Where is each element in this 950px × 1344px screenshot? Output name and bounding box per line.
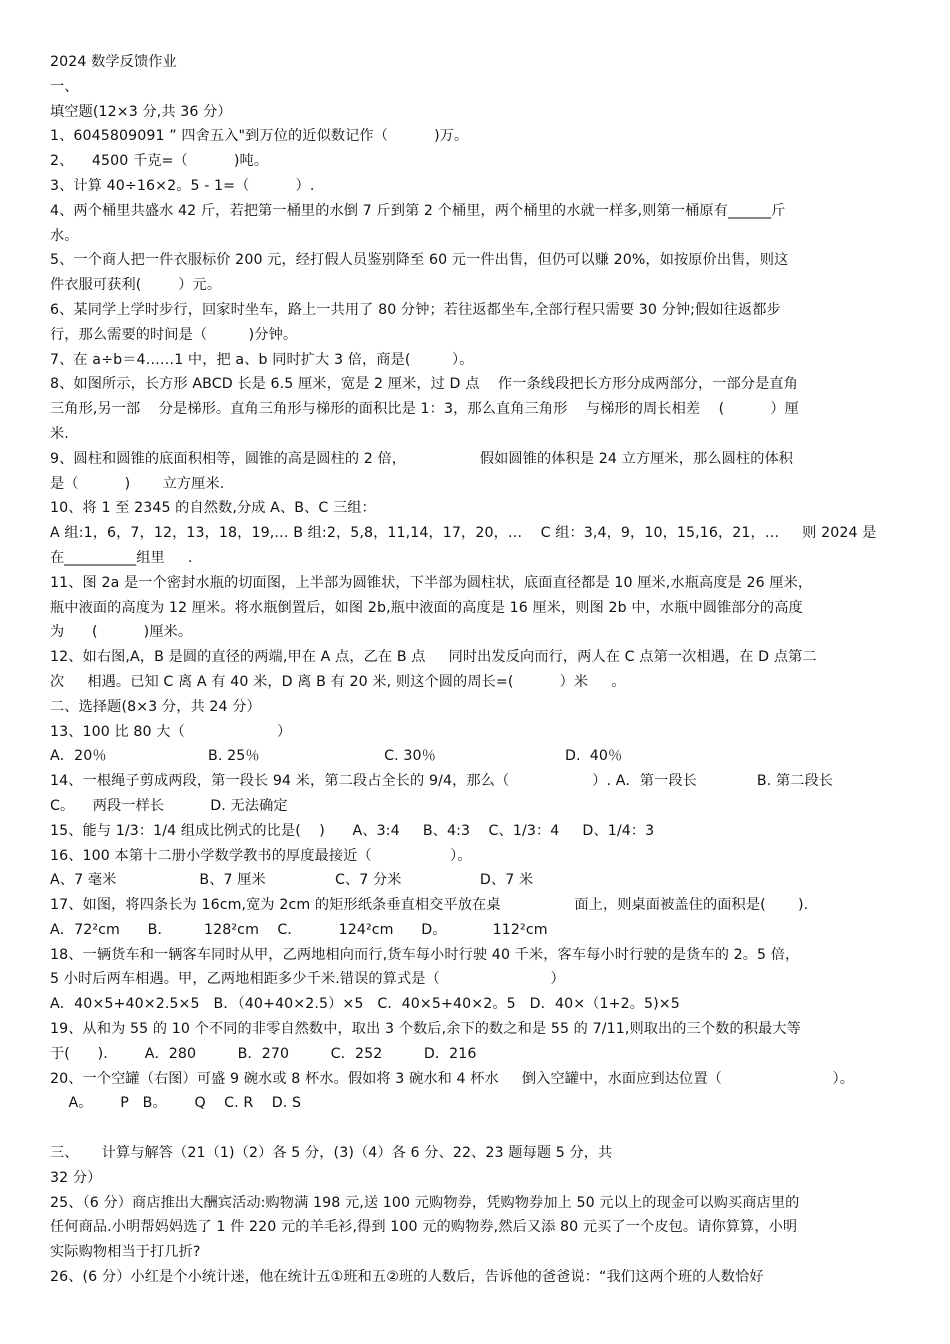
- question-4-line-2: 水。: [50, 227, 79, 244]
- question-3: 3、计算 40÷16×2。5 - 1=（ ）.: [50, 177, 315, 194]
- question-6-line-2: 行，那么需要的时间是（ )分钟。: [50, 326, 298, 343]
- section-1-number: 一、: [50, 78, 79, 95]
- question-5-line-2: 件衣服可获利( ）元。: [50, 277, 222, 294]
- question-1: 1、6045809091 ” 四舍五入"到万位的近似数记作（ )万。: [50, 128, 469, 145]
- section-3-heading-line-1: 三、 计算与解答（21（1)（2）各 5 分，(3)（4）各 6 分、22、23 题每题 5 分，共: [50, 1145, 613, 1162]
- question-11-line-3: 为 ( )厘米。: [50, 624, 193, 641]
- question-5-line-1: 5、一个商人把一件衣服标价 200 元，经打假人员鉴别降至 60 元一件出售，但仍可以赚 20%，如按原价出售，则这: [50, 252, 789, 269]
- question-19-line-1: 19、从和为 55 的 10 个不同的非零自然数中，取出 3 个数后,余下的数之和是 55 的 7/11,则取出的三个数的积最大等: [50, 1021, 801, 1038]
- question-15: 15、能与 1/3：1/4 组成比例式的比是( ) A、3:4 B、4:3 C、1/3：4 D、1/4：3: [50, 822, 655, 839]
- question-12-line-2: 次 相遇。已知 C 离 A 有 40 米，D 离 B 有 20 米, 则这个圆的周长=( ）米 。: [50, 673, 626, 690]
- question-19-line-2: 于( ). A．280 B．270 C．252 D．216: [50, 1045, 477, 1062]
- question-13-options: A．20％ B. 25％ C. 30％ D. 40％: [50, 748, 623, 765]
- question-26-line-1: 26、(6 分）小红是个小统计迷，他在统计五①班和五②班的人数后，告诉他的爸爸说：“我们这两个班的人数恰好: [50, 1269, 764, 1286]
- section-2-heading: 二、选择题(8×3 分，共 24 分）: [50, 698, 261, 715]
- question-10-line-1: 10、将 1 至 2345 的自然数,分成 A、B、C 三组：: [50, 500, 376, 517]
- document-page: [50, 50, 910, 1290]
- question-9-line-1: 9、圆柱和圆锥的底面积相等，圆锥的高是圆柱的 2 倍， 假如圆锥的体积是 24 立方厘米，那么圆柱的体积: [50, 450, 794, 467]
- question-8-line-2: 三角形,另一部 分是梯形。直角三角形与梯形的面积比是 1：3，那么直角三角形 与梯形的周长相差 ( ）厘: [50, 401, 799, 418]
- question-12-line-1: 12、如右图,A，B 是圆的直径的两端,甲在 A 点，乙在 B 点 同时出发反向而行，两人在 C 点第一次相遇，在 D 点第二: [50, 649, 817, 666]
- question-10-line-2: A 组:1，6，7，12，13，18，19,… B 组:2，5,8，11,14，17，20，… C 组：3,4，9，10，15,16，21，… 则 2024 是: [50, 525, 877, 542]
- question-25-line-1: 25、（6 分）商店推出大酬宾活动:购物满 198 元,送 100 元购物券，凭购物券加上 50 元以上的现金可以购买商店里的: [50, 1194, 800, 1211]
- question-4-line-1: 4、两个桶里共盛水 42 斤，若把第一桶里的水倒 7 斤到第 2 个桶里，两个桶里的水就一样多,则第一桶原有______斤: [50, 202, 786, 219]
- question-14-line-1: 14、一根绳子剪成两段，第一段长 94 米，第二段占全长的 9/4，那么（ ）. A．第一段长 B. 第二段长: [50, 773, 834, 790]
- question-18-line-2: 5 小时后两车相遇。甲，乙两地相距多少千米.错误的算式是（ ）: [50, 971, 565, 988]
- question-10-line-3: 在__________组里 .: [50, 549, 193, 566]
- question-17-options: A．72²cm B． 128²cm C． 124²cm D。 112²cm: [50, 921, 548, 938]
- question-16-options: A、7 毫米 B、7 厘米 C、7 分米 D、7 米: [50, 872, 534, 889]
- question-20-options: A。 P B。 Q C. R D. S: [50, 1095, 302, 1112]
- question-8-line-1: 8、如图所示，长方形 ABCD 长是 6.5 厘米，宽是 2 厘米，过 D 点 作一条线段把长方形分成两部分，一部分是直角: [50, 376, 798, 393]
- question-6-line-1: 6、某同学上学时步行，回家时坐车，路上一共用了 80 分钟；若往返都坐车,全部行程只需要 30 分钟;假如往返都步: [50, 301, 781, 318]
- document-title: 2024 数学反馈作业: [50, 54, 177, 70]
- question-11-line-2: 瓶中液面的高度为 12 厘米。将水瓶倒置后，如图 2b,瓶中液面的高度是 16 厘米，则图 2b 中，水瓶中圆锥部分的高度: [50, 599, 803, 616]
- section-3-heading-line-2: 32 分）: [50, 1169, 102, 1186]
- question-17: 17、如图，将四条长为 16cm,宽为 2cm 的矩形纸条垂直相交平放在桌 面上，则桌面被盖住的面积是( ).: [50, 897, 809, 914]
- question-25-line-2: 任何商品.小明帮妈妈选了 1 件 220 元的羊毛衫,得到 100 元的购物券,然后又添 80 元买了一个皮包。请你算算，小明: [50, 1219, 798, 1236]
- question-9-line-2: 是（ ) 立方厘米.: [50, 475, 225, 492]
- section-1-heading: 填空题(12×3 分,共 36 分）: [50, 103, 232, 120]
- question-2: 2、 4500 千克=（ )吨。: [50, 153, 269, 170]
- question-18-line-1: 18、一辆货车和一辆客车同时从甲，乙两地相向而行,货车每小时行驶 40 千米，客车每小时行驶的是货车的 2。5 倍，: [50, 946, 800, 963]
- question-8-line-3: 米.: [50, 425, 69, 442]
- question-25-line-3: 实际购物相当于打几折?: [50, 1244, 201, 1261]
- question-18-options: A．40×5+40×2.5×5 B．（40+40×2.5）×5 C．40×5+40×2。5 D．40×（1+2。5)×5: [50, 996, 680, 1013]
- question-20-line-1: 20、一个空罐（右图）可盛 9 碗水或 8 杯水。假如将 3 碗水和 4 杯水 倒入空罐中，水面应到达位置（ ）。: [50, 1070, 855, 1087]
- question-14-line-2: C。 两段一样长 D. 无法确定: [50, 797, 288, 814]
- question-11-line-1: 11、图 2a 是一个密封水瓶的切面图，上半部为圆锥状，下半部为圆柱状，底面直径都是 10 厘米,水瓶高度是 26 厘米，: [50, 574, 813, 591]
- question-16: 16、100 本第十二册小学数学教书的厚度最接近（ ）。: [50, 847, 472, 864]
- blank-line: [50, 1116, 910, 1141]
- question-13: 13、100 比 80 大（ ）: [50, 723, 292, 740]
- question-7: 7、在 a÷b＝4……1 中，把 a、b 同时扩大 3 倍，商是( ）。: [50, 351, 474, 368]
